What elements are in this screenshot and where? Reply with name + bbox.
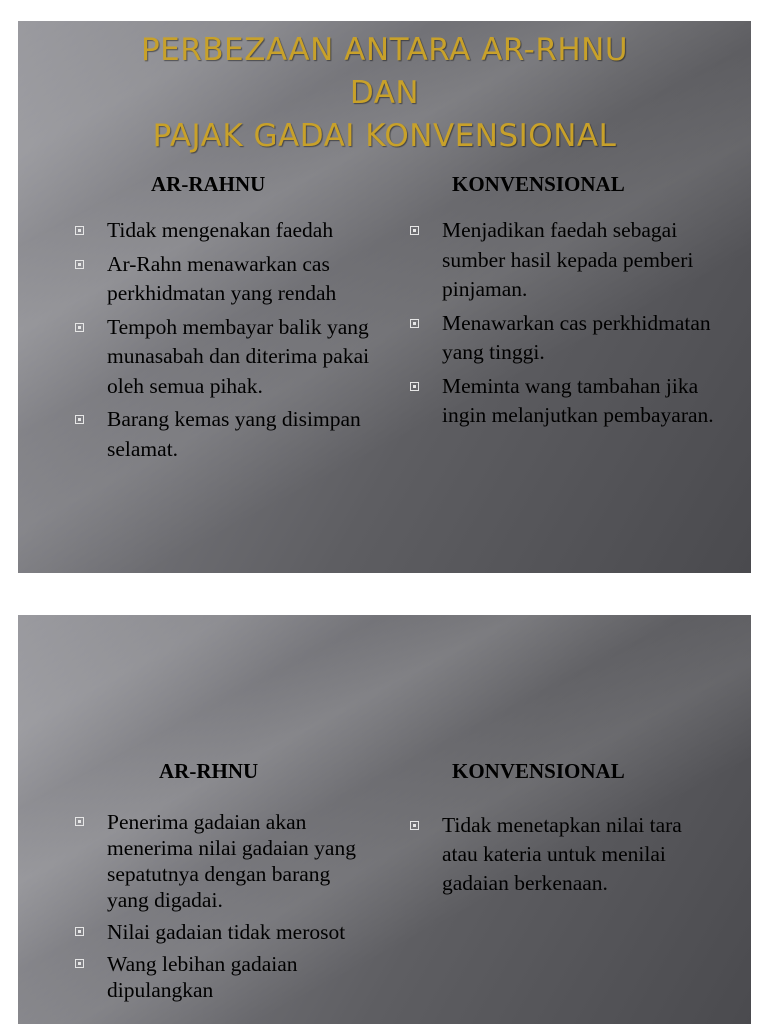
list-item-text: Menawarkan cas perkhidmatan yang tinggi. — [442, 310, 711, 364]
title-line-1: PERBEZAAN ANTARA AR-RHNU — [140, 32, 629, 68]
list-item-text: Ar-Rahn menawarkan cas perkhidmatan yang rendah — [107, 251, 337, 305]
list-item — [410, 372, 740, 431]
title-line-3: PAJAK GADAI KONVENSIONAL — [152, 118, 617, 154]
right-bullet-list — [410, 216, 740, 431]
square-bullet-icon — [75, 226, 84, 235]
list-item-text: Meminta wang tambahan jika ingin melanjutkan pembayaran. — [442, 373, 714, 427]
slide-title — [18, 29, 751, 158]
list-item-text: Nilai gadaian tidak merosot — [107, 920, 346, 944]
list-item-text: Menjadikan faedah sebagai sumber hasil kepada pemberi pinjaman. — [442, 218, 694, 301]
list-item — [410, 216, 740, 305]
list-item — [75, 405, 393, 464]
square-bullet-icon — [75, 817, 84, 826]
square-bullet-icon — [410, 319, 419, 328]
list-item — [75, 919, 365, 945]
list-item — [75, 250, 393, 309]
square-bullet-icon — [410, 226, 419, 235]
list-item-text: Tidak menetapkan nilai tara atau kateria untuk menilai gadaian berkenaan. — [442, 813, 682, 895]
slide-1 — [18, 21, 751, 573]
square-bullet-icon — [410, 821, 419, 830]
list-item-text: Tempoh membayar balik yang munasabah dan diterima pakai oleh semua pihak. — [107, 314, 370, 398]
list-item — [410, 811, 710, 898]
list-item — [75, 951, 365, 1003]
left-column-heading: AR-RHNU — [159, 759, 259, 783]
right-column-heading: KONVENSIONAL — [452, 759, 625, 783]
slide-2 — [18, 615, 751, 1024]
square-bullet-icon — [410, 382, 419, 391]
list-item — [75, 216, 393, 246]
list-item-text: Wang lebihan gadaian dipulangkan — [107, 952, 298, 1002]
right-bullet-list — [410, 811, 710, 898]
square-bullet-icon — [75, 323, 84, 332]
list-item — [75, 809, 365, 913]
title-line-2: DAN — [349, 75, 420, 111]
list-item-text: Barang kemas yang disimpan selamat. — [107, 407, 361, 461]
square-bullet-icon — [75, 415, 84, 424]
list-item — [75, 313, 393, 402]
list-item-text: Penerima gadaian akan menerima nilai gadaian yang sepatutnya dengan barang yang digadai. — [107, 810, 356, 912]
square-bullet-icon — [75, 260, 84, 269]
square-bullet-icon — [75, 927, 84, 936]
square-bullet-icon — [75, 959, 84, 968]
list-item — [410, 309, 740, 368]
list-item-text: Tidak mengenakan faedah — [107, 218, 334, 242]
right-column-heading: KONVENSIONAL — [452, 172, 625, 196]
left-bullet-list — [75, 216, 393, 464]
left-column-heading: AR-RAHNU — [151, 172, 266, 196]
left-bullet-list — [75, 809, 365, 1003]
